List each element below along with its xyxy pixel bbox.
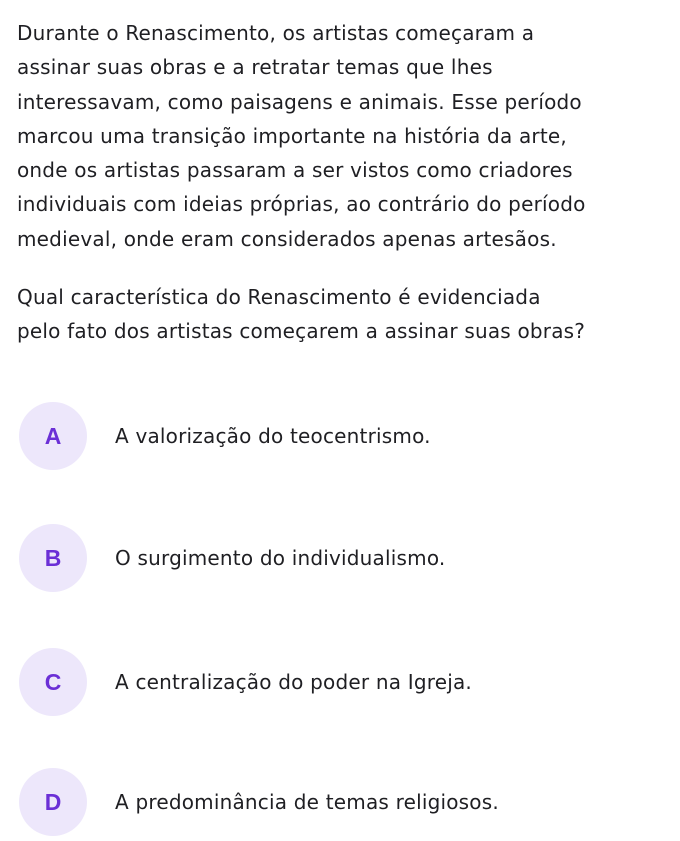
option-a[interactable]	[19, 402, 639, 470]
passage-line: onde os artistas passaram a ser vistos como criadores	[17, 158, 573, 183]
option-d[interactable]	[19, 768, 639, 836]
question-line: Qual característica do Renascimento é evidenciada	[17, 285, 541, 309]
passage-line: medieval, onde eram considerados apenas artesãos.	[17, 226, 557, 251]
passage-line: marcou uma transição importante na história da arte,	[17, 123, 567, 148]
option-d-letter-badge: D	[19, 768, 87, 836]
passage-text	[17, 16, 667, 256]
passage-line: assinar suas obras e a retratar temas que lhes	[17, 55, 493, 80]
option-b[interactable]	[19, 524, 639, 592]
option-c-letter-badge: C	[19, 648, 87, 716]
passage-line: interessavam, como paisagens e animais. Esse período	[17, 89, 582, 114]
passage-line: Durante o Renascimento, os artistas começaram a	[17, 21, 535, 45]
option-a-letter-badge: A	[19, 402, 87, 470]
option-c[interactable]	[19, 648, 639, 716]
option-a-text: A valorização do teocentrismo.	[115, 424, 431, 448]
option-c-text: A centralização do poder na Igreja.	[115, 670, 472, 694]
option-b-text: O surgimento do individualismo.	[115, 546, 446, 570]
passage-line: individuais com ideias próprias, ao contrário do período	[17, 192, 586, 217]
question-line: pelo fato dos artistas começarem a assinar suas obras?	[17, 319, 586, 343]
option-b-letter-badge: B	[19, 524, 87, 592]
question-text	[17, 280, 667, 348]
option-d-text: A predominância de temas religiosos.	[115, 790, 499, 814]
